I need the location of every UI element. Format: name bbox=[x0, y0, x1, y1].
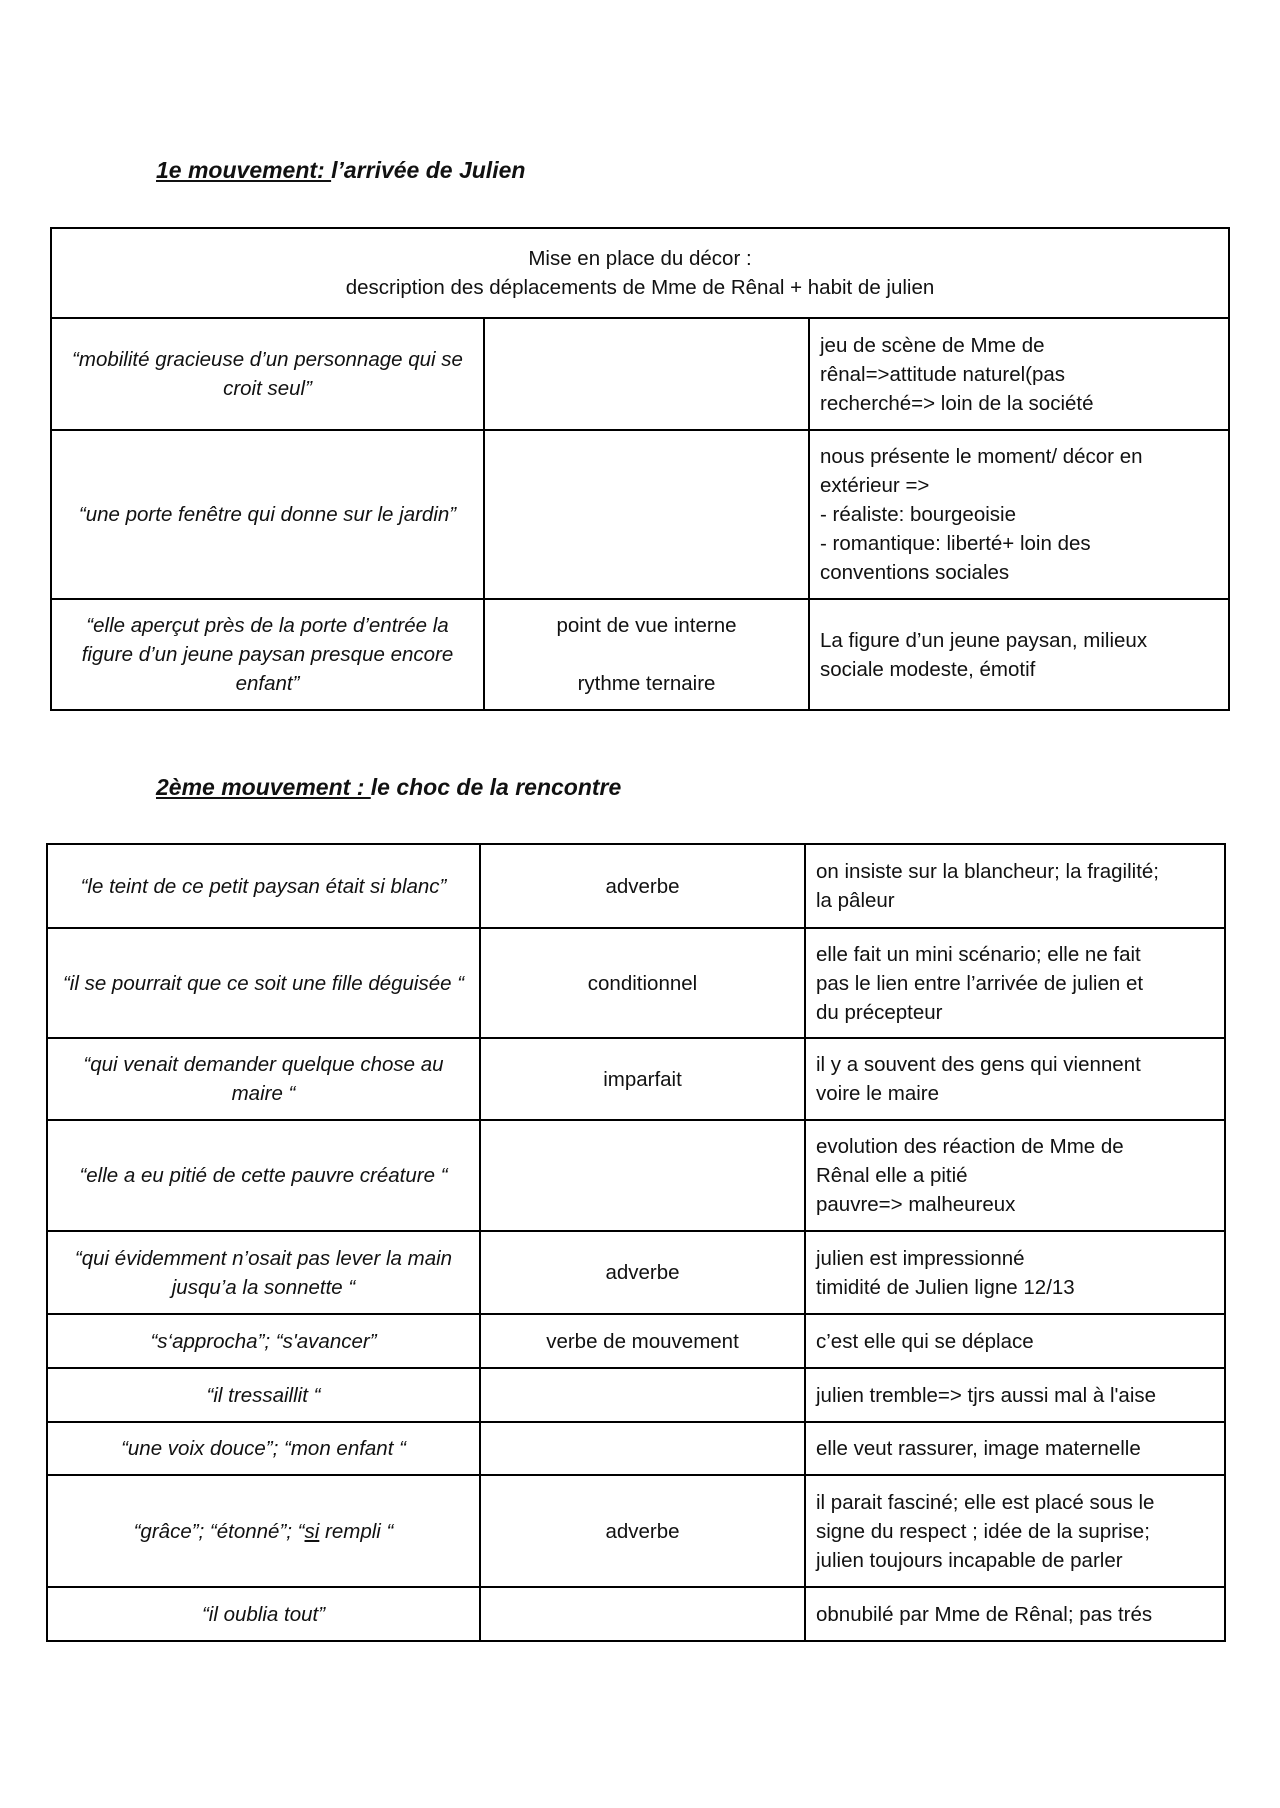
quote-part-underlined: si bbox=[304, 1519, 320, 1543]
comment-cell bbox=[805, 1231, 1225, 1314]
comment-line: evolution des réaction de Mme de bbox=[816, 1135, 1124, 1158]
comment-line: - réaliste: bourgeoisie bbox=[820, 503, 1016, 526]
comment-line: pas le lien entre l’arrivée de julien et bbox=[816, 971, 1144, 995]
quote-part: rempli “ bbox=[319, 1519, 394, 1543]
comment-line: signe du respect ; idée de la suprise; bbox=[816, 1519, 1150, 1543]
comment-cell bbox=[809, 599, 1229, 710]
header-line: description des déplacements de Mme de Rênal + habit de julien bbox=[345, 276, 935, 299]
section-1-heading-prefix: 1e mouvement: bbox=[156, 157, 332, 183]
comment-cell bbox=[805, 1038, 1225, 1120]
quote-cell bbox=[47, 1475, 480, 1587]
comment-line: on insiste sur la blancheur; la fragilité; bbox=[816, 860, 1159, 883]
comment-cell bbox=[805, 1422, 1225, 1475]
device-cell: imparfait bbox=[480, 1038, 805, 1120]
section-1-heading bbox=[156, 159, 525, 182]
table-row bbox=[47, 928, 1225, 1038]
section-2-heading bbox=[156, 776, 621, 799]
table-row bbox=[47, 1368, 1225, 1422]
device-cell bbox=[480, 1368, 805, 1422]
quote-cell: “une porte fenêtre qui donne sur le jardin” bbox=[51, 430, 484, 599]
device-cell: verbe de mouvement bbox=[480, 1314, 805, 1368]
comment-line: obnubilé par Mme de Rênal; pas trés bbox=[816, 1602, 1153, 1626]
comment-cell bbox=[805, 1587, 1225, 1641]
comment-cell bbox=[809, 430, 1229, 599]
comment-line: sociale modeste, émotif bbox=[820, 657, 1036, 681]
comment-line: elle fait un mini scénario; elle ne fait bbox=[816, 942, 1141, 966]
section-2-table bbox=[46, 843, 1226, 1642]
device-cell bbox=[484, 599, 809, 710]
comment-line: jeu de scène de Mme de bbox=[820, 333, 1045, 357]
comment-line: il y a souvent des gens qui viennent bbox=[816, 1053, 1141, 1076]
table-row bbox=[47, 1120, 1225, 1231]
table-row bbox=[47, 1587, 1225, 1641]
comment-line: voire le maire bbox=[816, 1082, 940, 1105]
comment-cell bbox=[805, 1475, 1225, 1587]
comment-line: nous présente le moment/ décor en bbox=[820, 445, 1143, 468]
quote-part: “grâce”; “étonné”; “ bbox=[133, 1519, 305, 1543]
comment-line: recherché=> loin de la société bbox=[820, 391, 1094, 415]
comment-line: c’est elle qui se déplace bbox=[816, 1329, 1034, 1353]
quote-cell: “s‘approcha”; “s'avancer” bbox=[47, 1314, 480, 1368]
device-line: point de vue interne bbox=[556, 614, 737, 637]
table-row bbox=[47, 844, 1225, 928]
device-cell bbox=[484, 318, 809, 430]
comment-line: conventions sociales bbox=[820, 561, 1010, 584]
section-2-heading-title: le choc de la rencontre bbox=[370, 774, 622, 800]
comment-line: extérieur => bbox=[820, 474, 930, 497]
quote-cell: “il oublia tout” bbox=[47, 1587, 480, 1641]
quote-cell: “il se pourrait que ce soit une fille déguisée “ bbox=[47, 928, 480, 1038]
header-line: Mise en place du décor : bbox=[528, 247, 752, 270]
table-row bbox=[47, 1314, 1225, 1368]
device-cell: adverbe bbox=[480, 1231, 805, 1314]
comment-line: julien est impressionné bbox=[816, 1246, 1025, 1270]
table-row bbox=[51, 599, 1229, 710]
quote-cell: “une voix douce”; “mon enfant “ bbox=[47, 1422, 480, 1475]
comment-cell bbox=[805, 1314, 1225, 1368]
device-cell bbox=[480, 1120, 805, 1231]
table-row bbox=[47, 1475, 1225, 1587]
comment-line: La figure d’un jeune paysan, milieux bbox=[820, 628, 1148, 652]
comment-cell bbox=[805, 928, 1225, 1038]
table-row bbox=[47, 1422, 1225, 1475]
comment-cell bbox=[805, 844, 1225, 928]
section-1-heading-title: l’arrivée de Julien bbox=[331, 157, 526, 183]
comment-line: rênal=>attitude naturel(pas bbox=[820, 362, 1066, 386]
quote-cell: “il tressaillit “ bbox=[47, 1368, 480, 1422]
comment-line: la pâleur bbox=[816, 889, 895, 912]
comment-line: pauvre=> malheureux bbox=[816, 1193, 1016, 1216]
table-row bbox=[51, 430, 1229, 599]
table-header-cell bbox=[51, 228, 1229, 318]
quote-cell: “mobilité gracieuse d’un personnage qui se croit seul” bbox=[51, 318, 484, 430]
quote-cell: “elle a eu pitié de cette pauvre créature “ bbox=[47, 1120, 480, 1231]
table-row bbox=[47, 1038, 1225, 1120]
comment-line: - romantique: liberté+ loin des bbox=[820, 532, 1091, 555]
comment-line: timidité de Julien ligne 12/13 bbox=[816, 1275, 1075, 1299]
quote-cell: “elle aperçut près de la porte d’entrée la figure d’un jeune paysan presque encore enfant” bbox=[51, 599, 484, 710]
quote-cell: “qui évidemment n’osait pas lever la main jusqu’a la sonnette “ bbox=[47, 1231, 480, 1314]
comment-line: elle veut rassurer, image maternelle bbox=[816, 1437, 1141, 1460]
comment-line: du précepteur bbox=[816, 1000, 943, 1024]
table-row bbox=[51, 318, 1229, 430]
table-header-row bbox=[51, 228, 1229, 318]
comment-line: julien toujours incapable de parler bbox=[816, 1548, 1123, 1572]
comment-cell bbox=[805, 1368, 1225, 1422]
quote-cell: “qui venait demander quelque chose au maire “ bbox=[47, 1038, 480, 1120]
comment-cell bbox=[809, 318, 1229, 430]
section-2-heading-prefix: 2ème mouvement : bbox=[156, 774, 371, 800]
device-cell: conditionnel bbox=[480, 928, 805, 1038]
quote-cell: “le teint de ce petit paysan était si blanc” bbox=[47, 844, 480, 928]
table-row bbox=[47, 1231, 1225, 1314]
device-cell bbox=[480, 1587, 805, 1641]
device-cell bbox=[480, 1422, 805, 1475]
device-cell: adverbe bbox=[480, 844, 805, 928]
device-line: rythme ternaire bbox=[577, 672, 716, 695]
comment-line: il parait fasciné; elle est placé sous le bbox=[816, 1490, 1155, 1514]
device-cell bbox=[484, 430, 809, 599]
section-1-table bbox=[50, 227, 1230, 711]
comment-line: julien tremble=> tjrs aussi mal à l'aise bbox=[816, 1383, 1157, 1407]
comment-line: Rênal elle a pitié bbox=[816, 1164, 968, 1187]
comment-cell bbox=[805, 1120, 1225, 1231]
device-cell: adverbe bbox=[480, 1475, 805, 1587]
